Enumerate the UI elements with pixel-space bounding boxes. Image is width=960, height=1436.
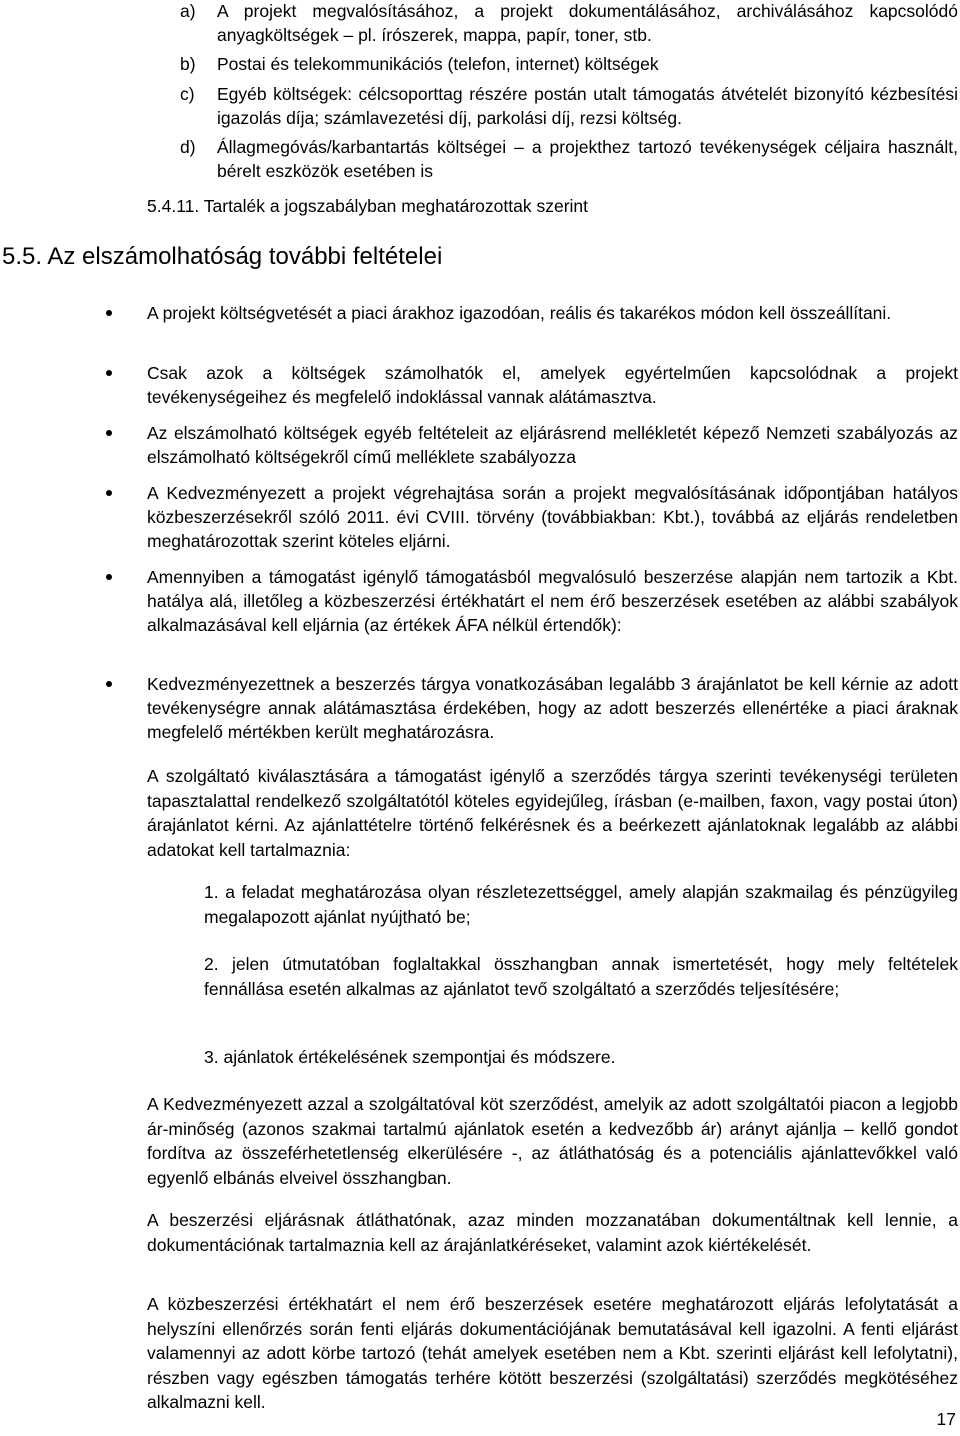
bullet-text: Amennyiben a támogatást igénylő támogatásból megvalósuló beszerzése alapján nem tartozik a Kbt. hatálya alá, illetőleg a közbeszerzési értékhatárt el nem érő beszerzések esetében az alábbi szabályok alkalmazásával kell eljárnia (az értékek ÁFA nélkül értendők): bbox=[147, 567, 958, 635]
numbered-item-1: 1. a feladat meghatározása olyan részletezettséggel, amely alapján szakmailag és pénzügyileg megalapozott ajánlat nyújtható be; bbox=[204, 882, 958, 927]
list-item-text: Egyéb költségek: célcsoporttag részére postán utalt támogatás átvételét bizonyító kézbesítési igazolás díja; számlavezetési díj, parkolási díj, rezsi költség. bbox=[217, 84, 958, 128]
subsection-5-4-11: 5.4.11. Tartalék a jogszabályban meghatározottak szerint bbox=[147, 196, 589, 216]
bullet-item bbox=[106, 565, 958, 637]
paragraph-threshold: A közbeszerzési értékhatárt el nem érő beszerzések esetére meghatározott eljárás lefolytatását a helyszíni ellenőrzés során fenti eljárás dokumentációjának bemutatásával kell igazolni. A fenti eljárást valamennyi az adott körbe tartozó (tehát amelyek esetében nem a Kbt. szerinti eljárást kell lefolytatni), részben vagy egészben támogatás terhére kötött beszerzési (szolgáltatási) szerződés megkötéséhez alkalmazni kell. bbox=[147, 1294, 958, 1412]
list-marker: a) bbox=[180, 1, 196, 21]
bullet-text: A Kedvezményezett a projekt végrehajtása során a projekt megvalósításának időpontjában hatályos közbeszerzésekről szóló 2011. évi CVIII. törvény (továbbiakban: Kbt.), továbbá az eljárás rendeletben meghatározottak szerint köteles eljárni. bbox=[147, 483, 958, 551]
list-item-text: Állagmegóvás/karbantartás költségei – a projekthez tartozó tevékenységek céljaira használt, bérelt eszközök esetében is bbox=[217, 137, 958, 181]
bullet-item bbox=[106, 481, 958, 553]
bullet-icon bbox=[106, 430, 112, 436]
bullet-icon bbox=[106, 310, 112, 316]
numbered-item-2: 2. jelen útmutatóban foglaltakkal összhangban annak ismertetését, hogy mely feltételek fennállása esetén alkalmas az ajánlatot tevő szolgáltató a szerződés teljesítésére; bbox=[204, 954, 958, 999]
cost-item-c bbox=[180, 83, 958, 130]
bullet-item bbox=[106, 361, 958, 409]
section-heading: 5.5. Az elszámolhatóság további feltételei bbox=[2, 243, 443, 270]
cost-item-b bbox=[180, 53, 958, 77]
paragraph-supplier-selection: A szolgáltató kiválasztására a támogatást igénylő a szerződés tárgya szerinti tevékenységi területen tapasztalattal rendelkező szolgáltatótól köteles egyidejűleg, írásban (e-mailben, faxon, vagy postai úton) árajánlatot kérni. Az ajánlattételre történő felkérésnek és a beérkezett ajánlatoknak legalább az alábbi adatokat kell tartalmaznia: bbox=[147, 766, 958, 860]
bullet-icon bbox=[106, 490, 112, 496]
bullet-item bbox=[106, 672, 958, 744]
cost-item-d bbox=[180, 136, 958, 183]
paragraph-contract: A Kedvezményezett azzal a szolgáltatóval köt szerződést, amelyik az adott szolgáltatói piacon a legjobb ár-minőség (azonos szakmai tartalmú ajánlatok esetén a kedvezőbb ár) arányt ajánlja – kellő gondot fordítva az összeférhetetlenség elkerülésére -, az átláthatóság és a potenciális ajánlattevőkkel való egyenlő elbánás elveivel összhangban. bbox=[147, 1094, 958, 1188]
bullet-text: Az elszámolható költségek egyéb feltételeit az eljárásrend mellékletét képező Nemzeti szabályozás az elszámolható költségekről című melléklete szabályozza bbox=[147, 423, 958, 467]
numbered-item-3: 3. ajánlatok értékelésének szempontjai és módszere. bbox=[204, 1047, 616, 1067]
list-marker: c) bbox=[180, 84, 195, 104]
bullet-icon bbox=[106, 681, 112, 687]
bullet-text: Csak azok a költségek számolhatók el, amelyek egyértelműen kapcsolódnak a projekt tevékenységeihez és megfelelő indoklással vannak alátámasztva. bbox=[147, 363, 958, 407]
bullet-item bbox=[106, 421, 958, 469]
paragraph-transparency: A beszerzési eljárásnak átláthatónak, azaz minden mozzanatában dokumentáltnak kell lennie, a dokumentációnak tartalmaznia kell az árajánlatkéréseket, valamint azok kiértékelését. bbox=[147, 1210, 958, 1255]
bullet-item bbox=[106, 301, 958, 325]
page-number: 17 bbox=[936, 1409, 956, 1429]
list-marker: b) bbox=[180, 54, 196, 74]
cost-item-a bbox=[180, 0, 958, 47]
list-item-text: Postai és telekommunikációs (telefon, internet) költségek bbox=[217, 54, 659, 74]
bullet-text: Kedvezményezettnek a beszerzés tárgya vonatkozásában legalább 3 árajánlatot be kell kérnie az adott tevékenységre annak alátámasztása érdekében, hogy az adott beszerzés ellenértéke a piaci áraknak megfelelő mértékben került meghatározásra. bbox=[147, 674, 958, 742]
list-item-text: A projekt megvalósításához, a projekt dokumentálásához, archiválásához kapcsolódó anyagköltségek – pl. írószerek, mappa, papír, toner, stb. bbox=[217, 1, 958, 45]
bullet-icon bbox=[106, 370, 112, 376]
bullet-text: A projekt költségvetését a piaci árakhoz igazodóan, reális és takarékos módon kell összeállítani. bbox=[147, 303, 892, 323]
list-marker: d) bbox=[180, 137, 196, 157]
bullet-icon bbox=[106, 574, 112, 580]
